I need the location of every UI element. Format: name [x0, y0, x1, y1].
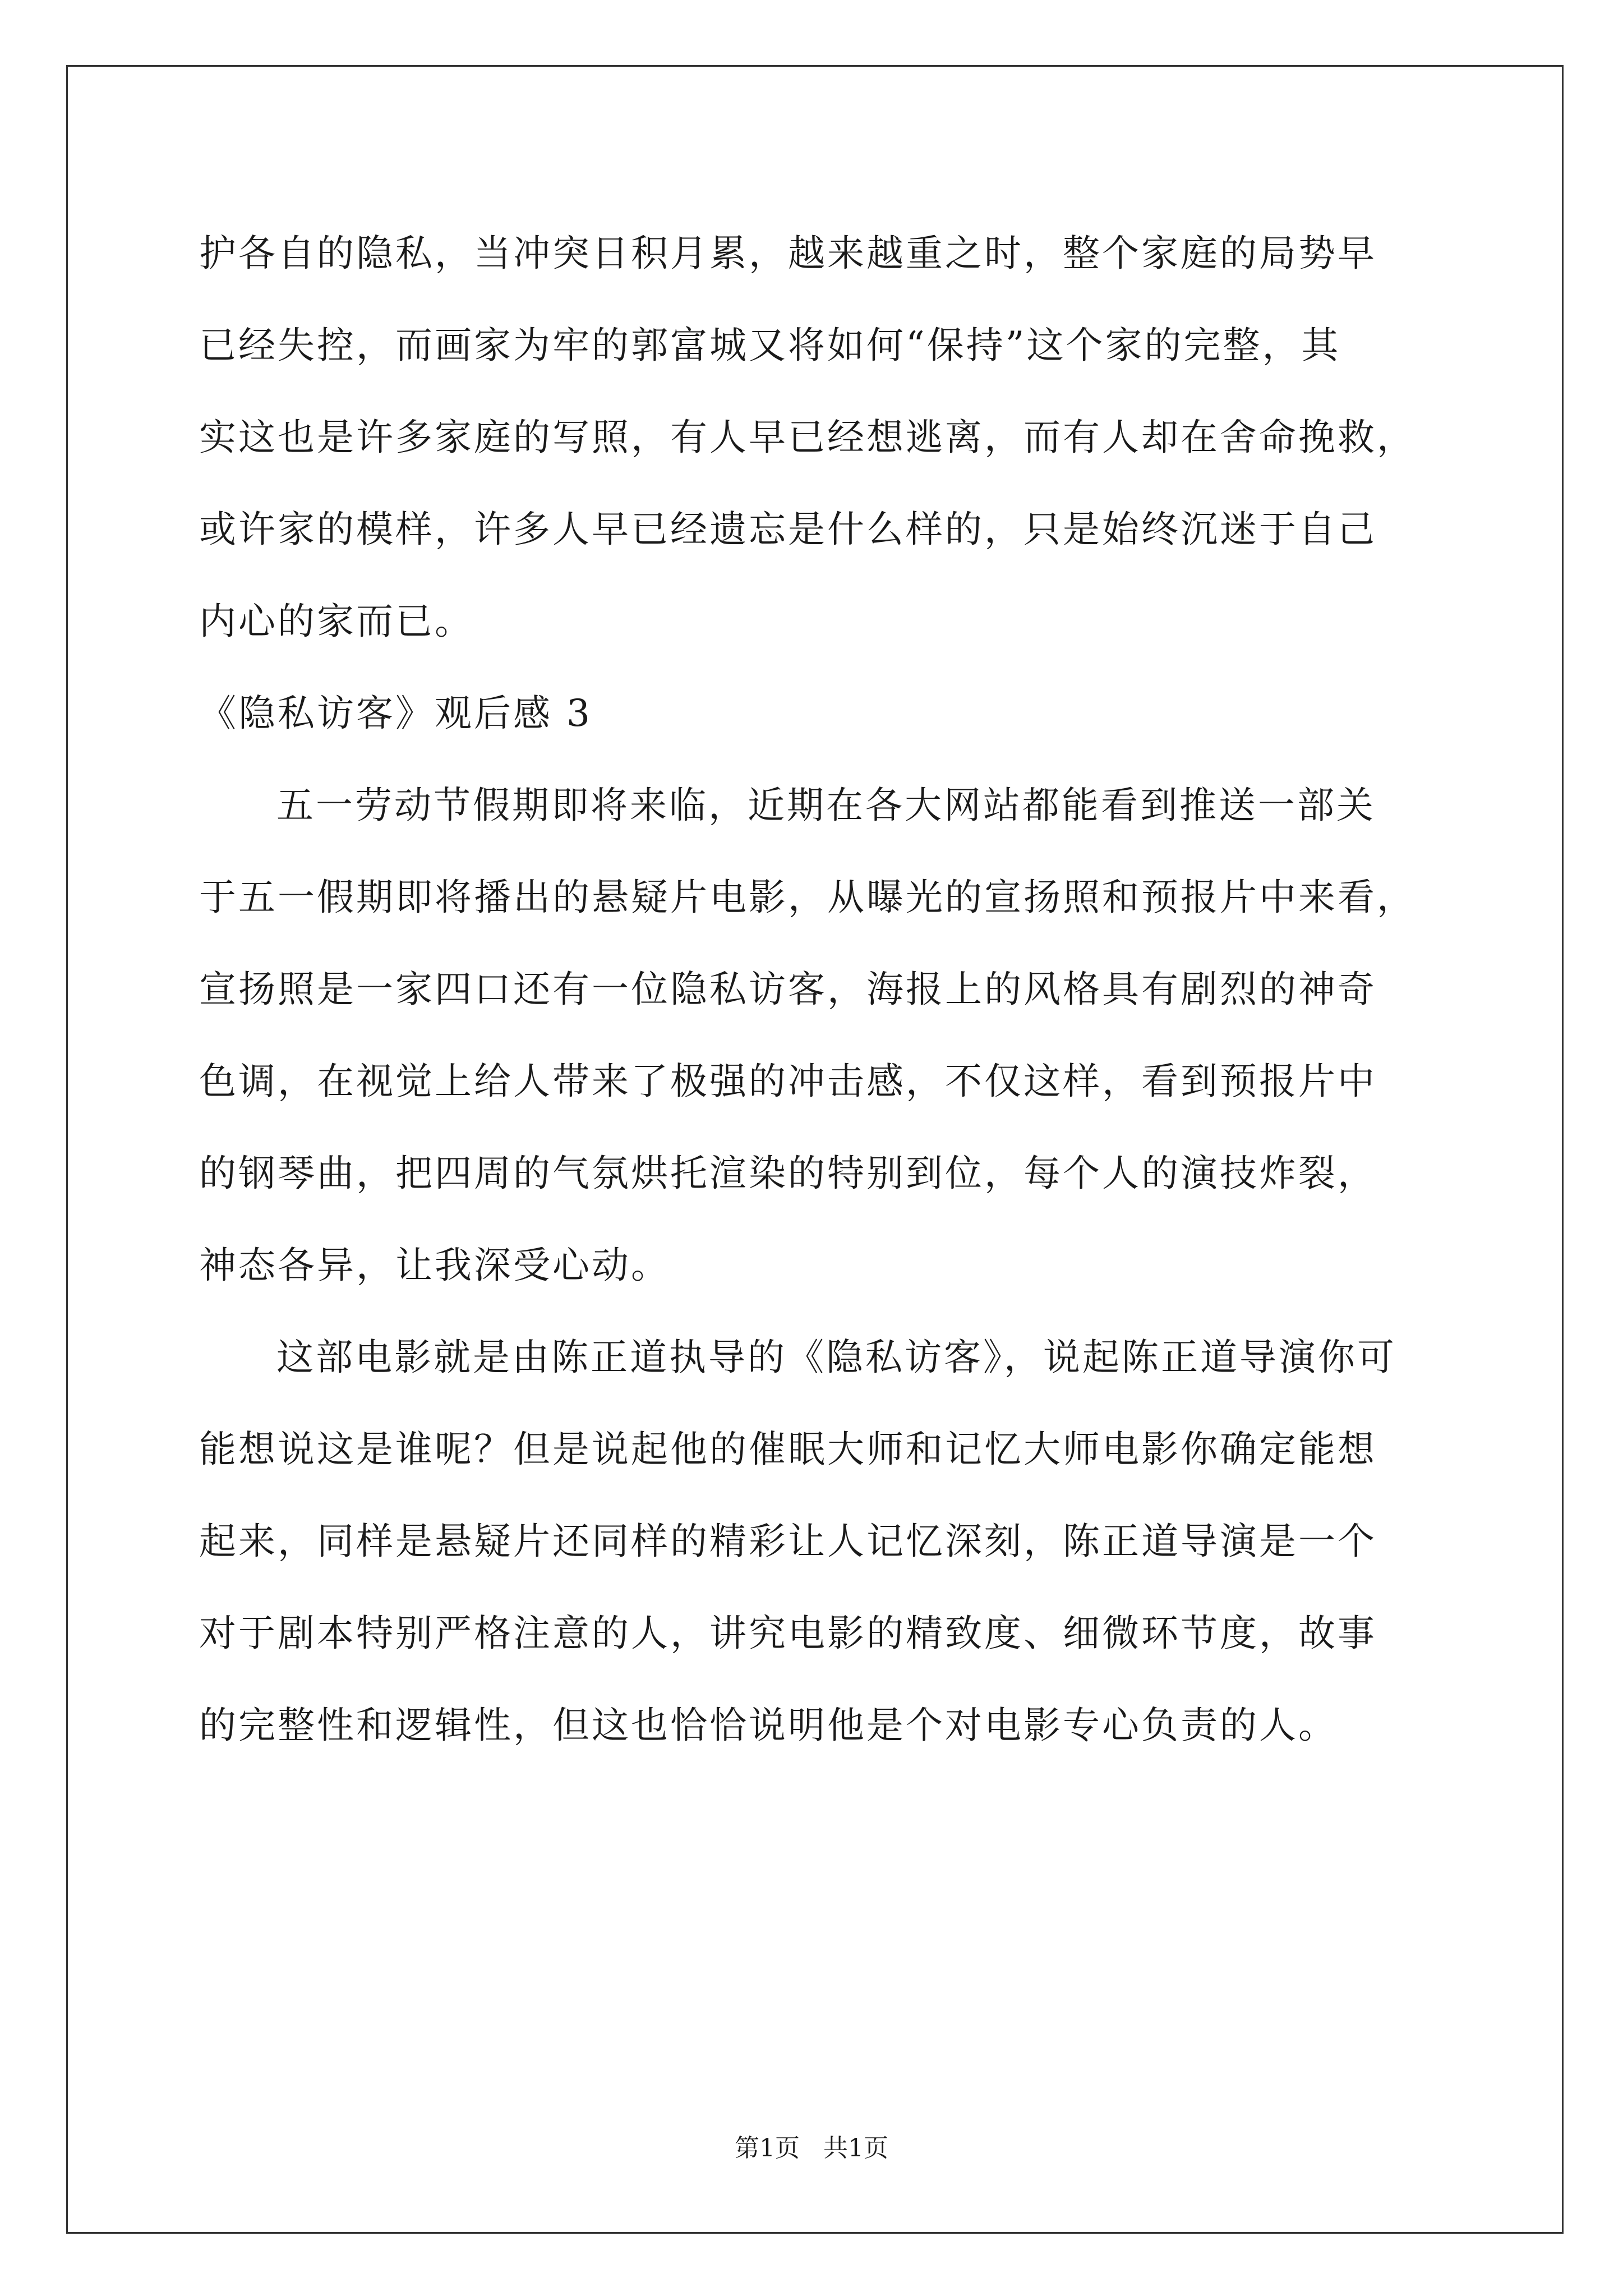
paragraph-line: 能想说这是谁呢？但是说起他的催眠大师和记忆大师电影你确定能想 — [199, 1428, 1377, 1471]
document-body — [199, 208, 1455, 1772]
paragraph-line: 于五一假期即将播出的悬疑片电影，从曝光的宣扬照和预报片中来看， — [199, 876, 1416, 919]
paragraph-line: 已经失控，而画家为牢的郭富城又将如何“保持”这个家的完整，其 — [199, 324, 1341, 367]
section-heading: 《隐私访客》观后感 3 — [199, 692, 592, 735]
paragraph-2 — [199, 760, 1455, 1312]
paragraph-line: 或许家的模样，许多人早已经遗忘是什么样的，只是始终沉迷于自己 — [199, 508, 1377, 551]
paragraph-line: 宣扬照是一家四口还有一位隐私访客，海报上的风格具有剧烈的神奇 — [199, 968, 1377, 1011]
paragraph-line: 的钢琴曲，把四周的气氛烘托渲染的特别到位，每个人的演技炸裂， — [199, 1152, 1377, 1195]
page-footer: 第1页 共1页 — [735, 2134, 888, 2162]
paragraph-line: 神态各异，让我深受心动。 — [199, 1244, 670, 1287]
paragraph-line: 的完整性和逻辑性，但这也恰恰说明他是个对电影专心负责的人。 — [199, 1704, 1338, 1747]
paragraph-line: 内心的家而已。 — [199, 600, 474, 643]
paragraph-line: 这部电影就是由陈正道执导的《隐私访客》，说起陈正道导演你可 — [276, 1336, 1396, 1379]
paragraph-line: 护各自的隐私，当冲突日积月累，越来越重之时，整个家庭的局势早 — [199, 232, 1377, 275]
paragraph-line: 起来，同样是悬疑片还同样的精彩让人记忆深刻，陈正道导演是一个 — [199, 1520, 1377, 1563]
paragraph-line: 实这也是许多家庭的写照，有人早已经想逃离，而有人却在舍命挽救， — [199, 416, 1416, 459]
paragraph-3 — [199, 1312, 1455, 1772]
paragraph-line: 对于剧本特别严格注意的人，讲究电影的精致度、细微环节度，故事 — [199, 1612, 1377, 1655]
paragraph-1 — [199, 208, 1455, 668]
paragraph-line: 色调，在视觉上给人带来了极强的冲击感，不仅这样，看到预报片中 — [199, 1060, 1377, 1103]
paragraph-line: 五一劳动节假期即将来临，近期在各大网站都能看到推送一部关 — [276, 784, 1376, 827]
